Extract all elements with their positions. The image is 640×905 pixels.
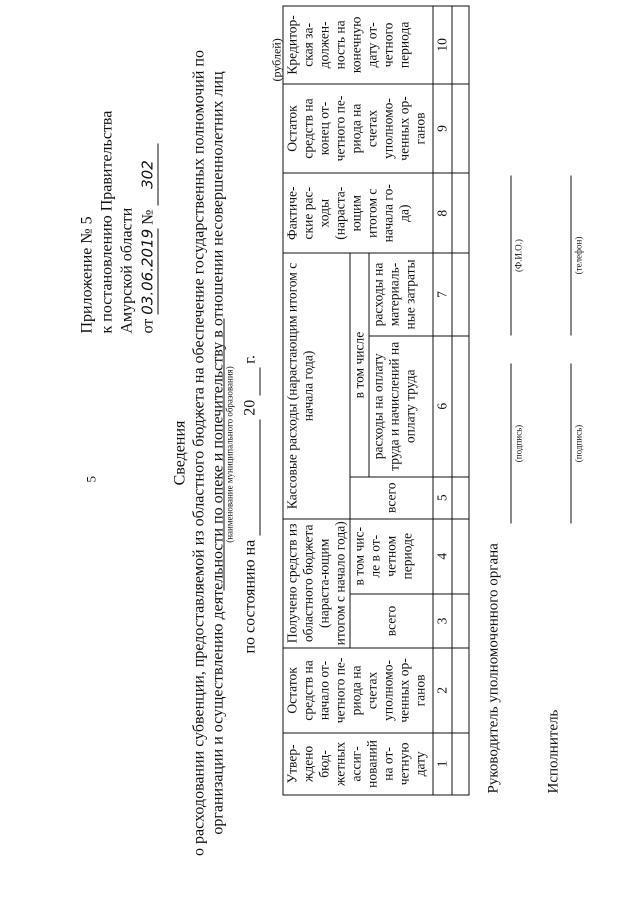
executor-signature-line bbox=[570, 363, 571, 523]
report-table bbox=[282, 5, 469, 795]
header-cash-expenses: Кассовые расходы (нарастающим итогом с начала года) bbox=[283, 253, 350, 518]
header-payables: Кредитор-ская за-должен-ность на конечную дату от-четного периода bbox=[283, 6, 433, 84]
column-number: 9 bbox=[433, 83, 452, 172]
column-number: 2 bbox=[433, 648, 452, 733]
table-data-row bbox=[452, 6, 469, 795]
title-line-1: о расходовании субвенции, предоставляемой из областного бюджета на обеспечение государственных полномочий по bbox=[190, 49, 207, 856]
column-number: 6 bbox=[433, 335, 452, 476]
appendix-line-2: к постановлению Правительства bbox=[98, 110, 115, 333]
header-received-total: всего bbox=[350, 593, 433, 647]
head-name-line bbox=[510, 175, 511, 335]
column-number: 5 bbox=[433, 476, 452, 518]
table-numbering-row bbox=[433, 6, 452, 795]
head-label: Руководитель уполномоченного органа bbox=[485, 542, 501, 793]
column-number: 3 bbox=[433, 593, 452, 647]
as-of-prefix: по состоянию на bbox=[241, 539, 258, 653]
year-blank bbox=[241, 367, 260, 395]
title-line-2: организации и осуществлению деятельности по опеке и попечительству в отношении несовершеннолетних лиц bbox=[209, 70, 226, 835]
column-number: 7 bbox=[433, 253, 452, 335]
title-heading: Сведения bbox=[171, 420, 188, 485]
head-signature-caption: (подпись) bbox=[513, 424, 523, 462]
handwritten-number: 302 bbox=[137, 143, 158, 205]
appendix-date-line bbox=[137, 110, 158, 333]
appendix-line-1: Приложение № 5 bbox=[78, 215, 95, 333]
header-closing-balance: Остаток средств на конец от-четного пе-риода на счетах уполномо-ченных ор-ганов bbox=[283, 83, 433, 172]
header-cash-total: всего bbox=[350, 476, 433, 518]
number-prefix: № bbox=[139, 209, 156, 225]
appendix-block bbox=[77, 110, 158, 333]
year-suffix: г. bbox=[241, 354, 258, 364]
document-title bbox=[170, 0, 227, 905]
head-signature-line bbox=[510, 363, 511, 523]
executor-phone-caption: (телефон) bbox=[573, 236, 583, 274]
header-received-funds: Получено средств из областного бюджета (нараста-ющим итогом с начало года) bbox=[283, 518, 350, 647]
executor-signature-caption: (подпись) bbox=[573, 424, 583, 462]
header-cash-materials: расходы на материаль-ные затраты bbox=[369, 253, 433, 335]
header-opening-balance: Остаток средств на начало от-четного пе-риода на счетах уполномо-ченных ор-ганов bbox=[283, 648, 433, 733]
header-cash-including: в том числе bbox=[350, 253, 369, 477]
header-actual-expenses: Фактиче-ские рас-ходы (нараста-ющим итогом с начала го-да) bbox=[283, 173, 433, 253]
currency-note: (рублей) bbox=[269, 37, 283, 81]
date-prefix: от bbox=[139, 318, 156, 333]
column-number: 10 bbox=[433, 6, 452, 84]
header-approved-appropriations: Утвер-ждено бюд-жетных ассиг-нований на от-четную дату bbox=[283, 732, 433, 794]
header-received-period: в том чис-ле в от-четном периоде bbox=[350, 518, 433, 593]
header-cash-salary: расходы на оплату труда и начислений на оплату труда bbox=[369, 335, 433, 476]
executor-label: Исполнитель bbox=[545, 709, 561, 793]
municipality-caption: (наименование муниципального образования) bbox=[224, 365, 234, 543]
column-number: 4 bbox=[433, 518, 452, 593]
executor-phone-line bbox=[570, 175, 571, 335]
date-blank bbox=[241, 419, 260, 535]
handwritten-date: 03.06.2019 bbox=[138, 228, 156, 315]
head-name-caption: (Ф.И.О.) bbox=[513, 238, 523, 272]
page-number: 5 bbox=[83, 475, 98, 482]
appendix-line-3: Амурской области bbox=[118, 207, 135, 333]
year-prefix: 20 bbox=[241, 399, 258, 416]
municipality-field bbox=[223, 239, 235, 669]
column-number: 1 bbox=[433, 732, 452, 794]
as-of-line bbox=[241, 354, 260, 653]
column-number: 8 bbox=[433, 173, 452, 253]
